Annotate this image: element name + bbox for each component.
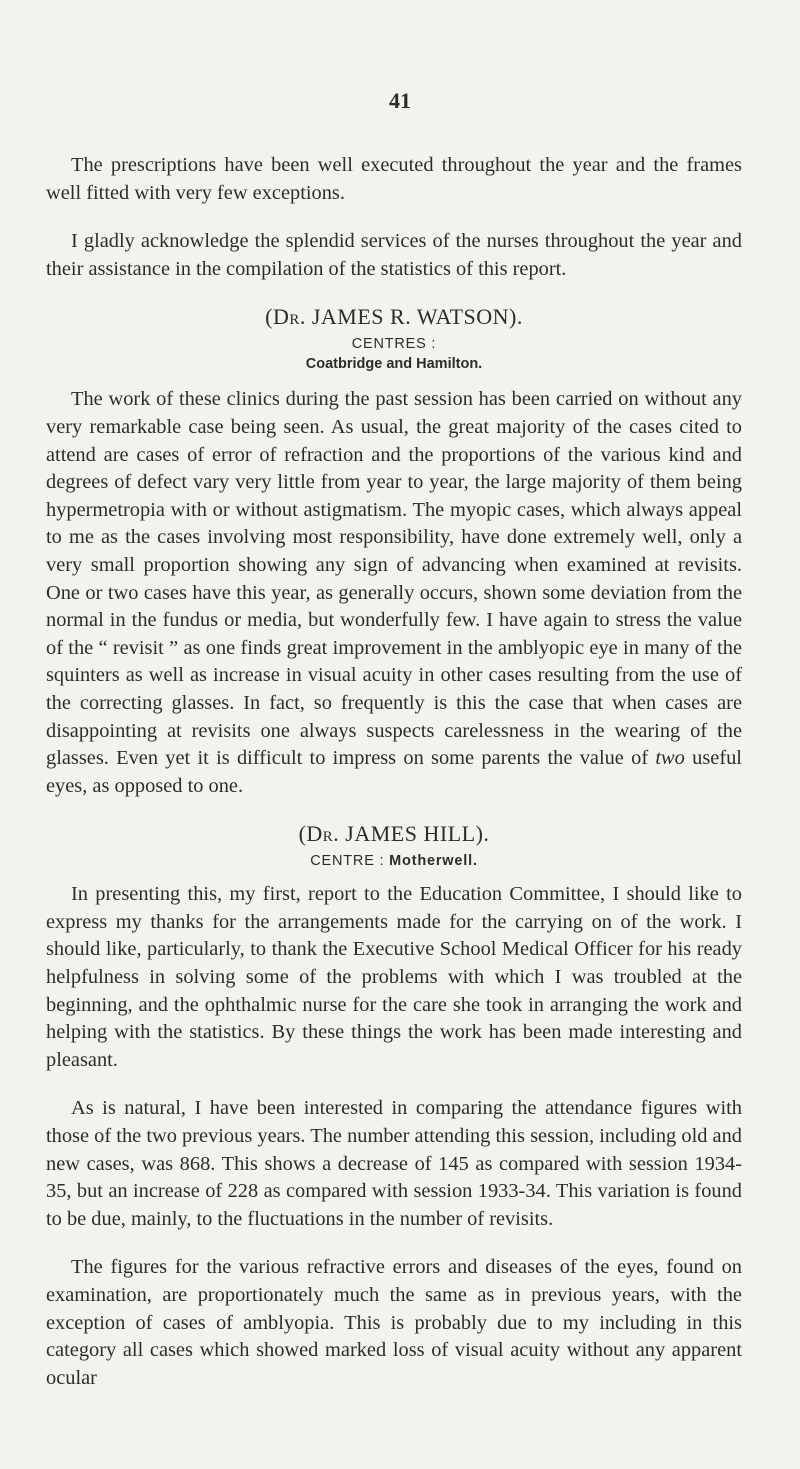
heading-name: JAMES HILL). — [345, 821, 490, 847]
section-heading-watson — [46, 304, 742, 330]
watson-paragraph — [46, 386, 742, 800]
centre-line — [46, 853, 742, 869]
watson-paragraph-text: The work of these clinics during the past session has been carried on without any very remarkable case being seen. As usual, the great majority of the cases cited to attend are cases of error of refraction and the proportions of the various kind and degrees of defect vary very little from year to year, the large majority of them being hypermetropia with or without astigmatism. The myopic cases, which always appeal to me as the cases involving most responsibility, have done extremely well, only a very small proportion showing any sign of advancing when examined at revisits. One or two cases have this year, as generally occurs, shown some deviation from the normal in the fundus or media, but wonderfully few. I have again to stress the value of the “ revisit ” as one finds great improvement in the amblyopic eye in many of the squinters as well as increase in visual acuity in other cases resulting from the use of the correcting glasses. In fact, so frequently is this the case that when cases are disappointing at revisits one always suspects carelessness in the wearing of the glasses. Even yet it is difficult to impress on some parents the value of — [46, 388, 742, 770]
page-number: 41 — [389, 88, 411, 113]
section-heading-hill — [46, 821, 742, 847]
hill-paragraph-1: In presenting this, my first, report to the Education Committee, I should like to express my thanks for the arrangements made for the carrying on of the work. I should like, particularly, to thank the Executive School Medical Officer for his ready helpfulness in solving some of the problems with which I was troubled at the beginning, and the ophthalmic nurse for the care she took in arranging the work and helping with the statistics. By these things the work has been made interesting and pleasant. — [46, 883, 742, 1071]
watson-paragraph-end: useful eyes, as opposed to one. — [46, 747, 742, 797]
heading-prefix: (Dr. — [298, 821, 340, 847]
page-content — [46, 152, 742, 1413]
intro-paragraph-2: I gladly acknowledge the splendid services of the nurses throughout the year and their assistance in the compilation of the statistics of this report. — [46, 230, 742, 280]
hill-paragraph-3: The figures for the various refractive errors and diseases of the eyes, found on examination, are proportionately much the same as in previous years, with the exception of cases of amblyopia. This is probably due to my including in this category all cases which showed marked loss of visual acuity without any apparent ocular — [46, 1256, 742, 1389]
centres-places: Coatbridge and Hamilton. — [305, 356, 483, 373]
intro-paragraph-1: The prescriptions have been well executed throughout the year and the frames well fitted with very few exceptions. — [46, 154, 742, 204]
watson-paragraph-italic: two — [655, 747, 685, 770]
hill-paragraph-2: As is natural, I have been interested in comparing the attendance figures with those of the two previous years. The number attending this session, including old and new cases, was 868. This shows a decrease of 145 as compared with session 1934-35, but an increase of 228 as compared with session 1933-34. This variation is found to be due, mainly, to the fluctuations in the number of revisits. — [46, 1097, 742, 1230]
centre-place: Motherwell. — [389, 853, 478, 870]
heading-name: JAMES R. WATSON). — [311, 304, 523, 330]
centre-label: CENTRE : — [310, 853, 385, 870]
centres-label: CENTRES : — [351, 336, 437, 353]
heading-prefix: (Dr. — [265, 304, 306, 330]
